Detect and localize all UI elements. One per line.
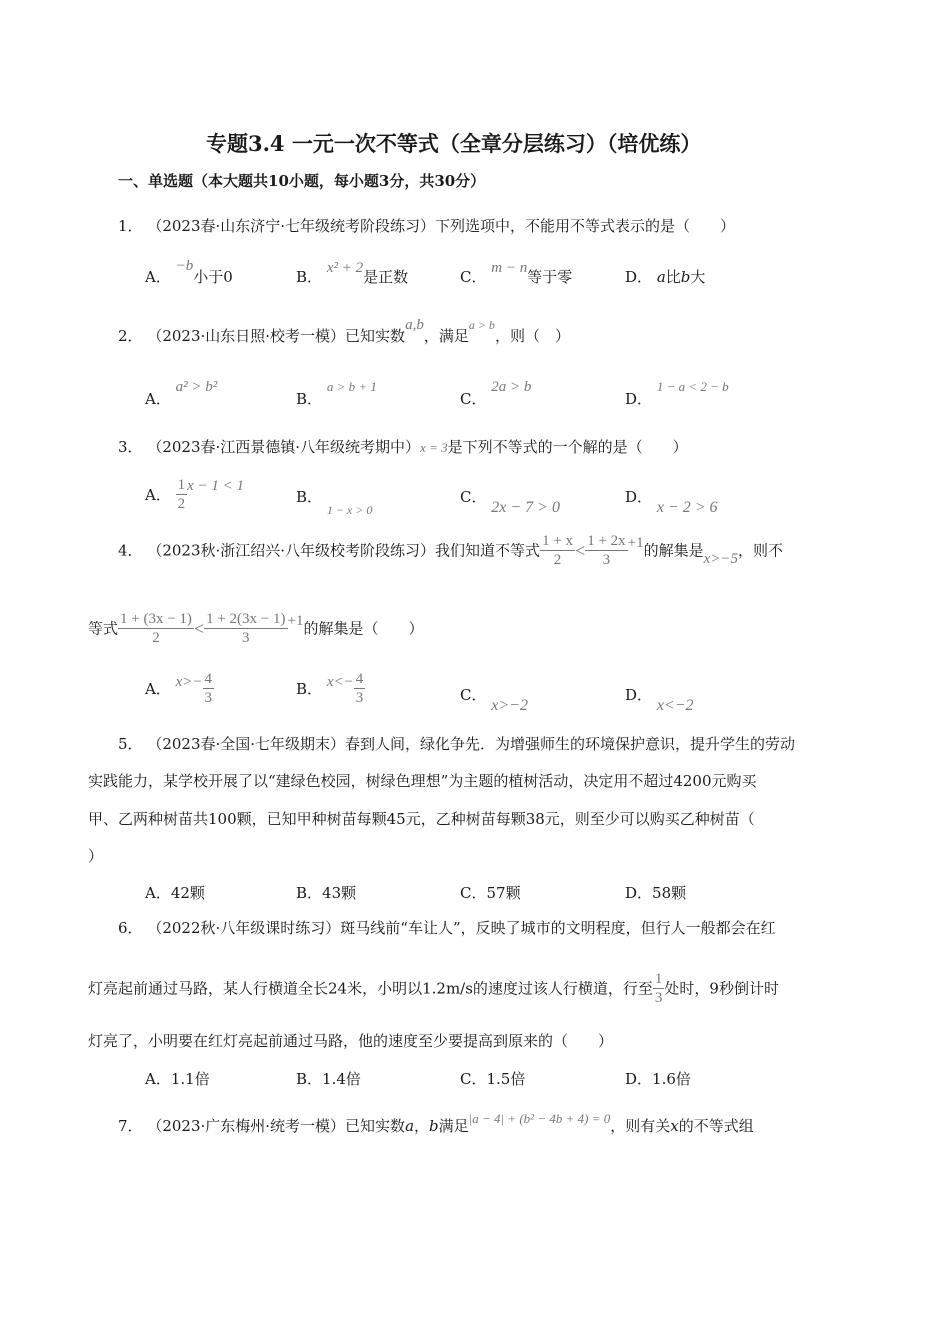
question-source: （2023秋·浙江绍兴·八年级校考阶段练习）: [147, 541, 436, 560]
option-math: a² > b²: [175, 379, 218, 395]
q2-option-d: [625, 379, 729, 409]
q5-option-a: A．42颗: [145, 884, 205, 902]
page-title: 专题3.4 一元一次不等式（全章分层练习）（培优练）: [206, 131, 702, 156]
fraction: [354, 670, 366, 707]
q4-option-a: [145, 670, 214, 707]
option-math: 1 − a < 2 − b: [656, 379, 729, 394]
q3-option-b: [296, 486, 373, 517]
q4-option-d: [625, 684, 694, 714]
inline-math: x = 3: [420, 440, 448, 455]
question-stem: 春到人间，绿化争先．为增强师生的环境保护意识，提升学生的劳动: [345, 735, 796, 753]
question-stem: 已知实数: [345, 1117, 406, 1135]
question-stem: ，则不: [738, 541, 784, 560]
var-b: b: [680, 268, 691, 286]
fraction: [176, 476, 188, 513]
question-6: [118, 918, 776, 938]
inline-math: |a − 4| + (b² − 4b + 4) = 0: [468, 1111, 611, 1126]
question-stem: 已知实数: [345, 327, 406, 345]
question-source: （2023春·山东济宁·七年级统考阶段练习）: [147, 217, 436, 235]
q2-option-b: [296, 379, 377, 409]
question-number: 2．: [118, 327, 143, 345]
option-letter: A．: [145, 390, 171, 408]
option-text: 比: [665, 268, 681, 286]
question-5-line4: ）: [88, 847, 104, 865]
question-stem: 的解集是（ ）: [303, 619, 424, 638]
option-math: −b: [175, 258, 194, 274]
option-letter: A．: [145, 268, 171, 286]
question-number: 7．: [118, 1117, 143, 1135]
option-text: 小于0: [193, 268, 233, 286]
fraction: [585, 532, 627, 569]
q4-option-c: [460, 684, 528, 714]
q1-option-d: [625, 266, 705, 287]
question-stem: ，满足: [423, 327, 469, 345]
fraction-denominator: 3: [242, 630, 250, 646]
fraction-denominator: 2: [553, 552, 562, 568]
fraction-numerator: 1: [177, 477, 186, 493]
option-math: x>−: [175, 674, 203, 690]
fraction-numerator: 1: [654, 971, 663, 987]
fraction-numerator: 1 + (3x − 1): [120, 611, 192, 627]
inline-math: x>−5: [703, 550, 739, 567]
question-6-line2: [88, 970, 779, 1007]
question-stem: ，则有关: [610, 1117, 671, 1135]
question-1: [118, 216, 735, 236]
inline-math: <: [193, 618, 205, 639]
question-number: 5．: [118, 735, 143, 753]
question-stem: 我们知道不等式: [435, 541, 541, 560]
inline-math: a > b: [468, 318, 495, 332]
fraction-denominator: 3: [204, 690, 213, 706]
question-stem: 处时，9秒倒计时: [664, 979, 779, 998]
question-stem: 满足: [438, 1117, 469, 1135]
fraction-numerator: 1 + x: [542, 533, 574, 549]
question-number: 6．: [118, 919, 143, 937]
fraction-denominator: 3: [654, 990, 663, 1006]
q6-option-c: C．1.5倍: [460, 1070, 526, 1088]
question-4: [118, 532, 783, 569]
question-stem: 下列选项中，不能用不等式表示的是（ ）: [435, 217, 736, 235]
q5-option-c: C．57颗: [460, 884, 521, 902]
option-letter: B．: [296, 488, 323, 506]
option-math: x<−2: [656, 697, 694, 714]
option-letter: B．: [296, 390, 323, 408]
var-x: x: [670, 1117, 679, 1135]
q3-option-c: [460, 486, 560, 516]
var-a: a: [656, 268, 666, 286]
question-source: （2023·山东日照·校考一模）: [147, 327, 346, 345]
option-letter: B．: [296, 680, 323, 698]
option-letter: C．: [460, 686, 487, 704]
question-source: （2023春·全国·七年级期末）: [147, 735, 346, 753]
question-5-line2: 实践能力，某学校开展了以“建绿色校园，树绿色理想”为主题的植树活动，决定用不超过4200元购买: [88, 772, 757, 790]
fraction: [203, 670, 215, 707]
question-5: [118, 734, 795, 754]
option-letter: B．: [296, 268, 323, 286]
fraction: [118, 610, 194, 647]
q3-option-a: [145, 476, 244, 513]
option-math: 1 − x > 0: [326, 503, 373, 517]
q5-option-d: D．58颗: [625, 884, 687, 902]
option-letter: C．: [460, 390, 487, 408]
option-math: x<−: [326, 674, 354, 690]
question-stem: ，则（ ）: [494, 327, 570, 345]
question-number: 1．: [118, 217, 143, 235]
fraction-denominator: 3: [355, 690, 364, 706]
q4-option-b: [296, 670, 365, 707]
option-letter: A．: [145, 486, 171, 504]
inline-math: a,b: [405, 317, 424, 333]
question-stem: ，: [414, 1117, 430, 1135]
option-text: 大: [690, 268, 706, 286]
question-stem: 是下列不等式的一个解的是（ ）: [447, 438, 688, 456]
var-a: a: [405, 1117, 415, 1135]
question-2: [118, 317, 570, 347]
question-source: （2022秋·八年级课时练习）: [147, 919, 341, 937]
option-math: 2a > b: [491, 379, 532, 395]
question-number: 4．: [118, 541, 143, 560]
question-5-line3: 甲、乙两种树苗共100颗，已知甲种树苗每颗45元，乙种树苗每颗38元，则至少可以购买乙种树苗（: [88, 810, 755, 828]
question-stem: 等式: [88, 619, 119, 638]
option-letter: D．: [625, 488, 653, 506]
fraction: [540, 532, 575, 569]
q1-option-a: [145, 258, 233, 287]
q2-option-a: [145, 379, 218, 409]
option-math: m − n: [491, 260, 528, 276]
fraction: [204, 610, 287, 647]
question-stem: 斑马线前“车让人”，反映了城市的文明程度，但行人一般都会在红: [340, 919, 776, 937]
option-math: x − 1 < 1: [187, 478, 245, 494]
fraction-denominator: 2: [152, 630, 160, 646]
q1-option-c: [460, 260, 573, 287]
section-header: 一、单选题（本大题共10小题，每小题3分，共30分）: [118, 172, 486, 190]
inline-math: +1: [287, 612, 304, 629]
q6-option-d: D．1.6倍: [625, 1070, 691, 1088]
option-letter: D．: [625, 686, 653, 704]
q3-option-d: [625, 486, 718, 516]
fraction-denominator: 3: [602, 552, 611, 568]
option-math: a > b + 1: [326, 379, 377, 394]
fraction-numerator: 4: [355, 671, 364, 687]
fraction-denominator: 2: [177, 496, 186, 512]
question-4-continued: [88, 610, 424, 647]
fraction: [653, 970, 665, 1007]
inline-math: <: [575, 540, 586, 561]
option-letter: C．: [460, 488, 487, 506]
fraction-numerator: 1 + 2(3x − 1): [206, 611, 286, 627]
option-letter: D．: [625, 390, 653, 408]
q5-option-b: B．43颗: [296, 884, 357, 902]
q6-option-a: A．1.1倍: [145, 1070, 210, 1088]
fraction-numerator: 1 + 2x: [587, 533, 626, 549]
question-number: 3．: [118, 438, 143, 456]
option-math: x>−2: [491, 697, 528, 714]
var-b: b: [429, 1117, 439, 1135]
inline-math: +1: [627, 534, 644, 551]
q1-option-b: [296, 260, 409, 287]
option-letter: A．: [145, 680, 171, 698]
question-stem: 灯亮起前通过马路，某人行横道全长24米，小明以1.2m/s的速度过该人行横道，行至: [88, 979, 653, 998]
q6-option-b: B．1.4倍: [296, 1070, 361, 1088]
option-math: 2x − 7 > 0: [491, 499, 560, 516]
option-text: 等于零: [527, 268, 573, 286]
question-stem: 的解集是: [643, 541, 704, 560]
q2-option-c: [460, 379, 532, 409]
question-6-line3: 灯亮了，小明要在红灯亮起前通过马路，他的速度至少要提高到原来的（ ）: [88, 1032, 614, 1050]
option-text: 是正数: [363, 268, 409, 286]
option-letter: D．: [625, 268, 653, 286]
fraction-numerator: 4: [204, 671, 213, 687]
question-source: （2023·广东梅州·统考一模）: [147, 1117, 346, 1135]
option-letter: C．: [460, 268, 487, 286]
option-math: x − 2 > 6: [656, 499, 718, 516]
question-3: [118, 437, 688, 458]
question-source: （2023春·江西景德镇·八年级统考期中）: [147, 438, 421, 456]
option-math: x² + 2: [326, 260, 364, 276]
question-7: [118, 1111, 754, 1137]
question-stem: 的不等式组: [678, 1117, 754, 1135]
